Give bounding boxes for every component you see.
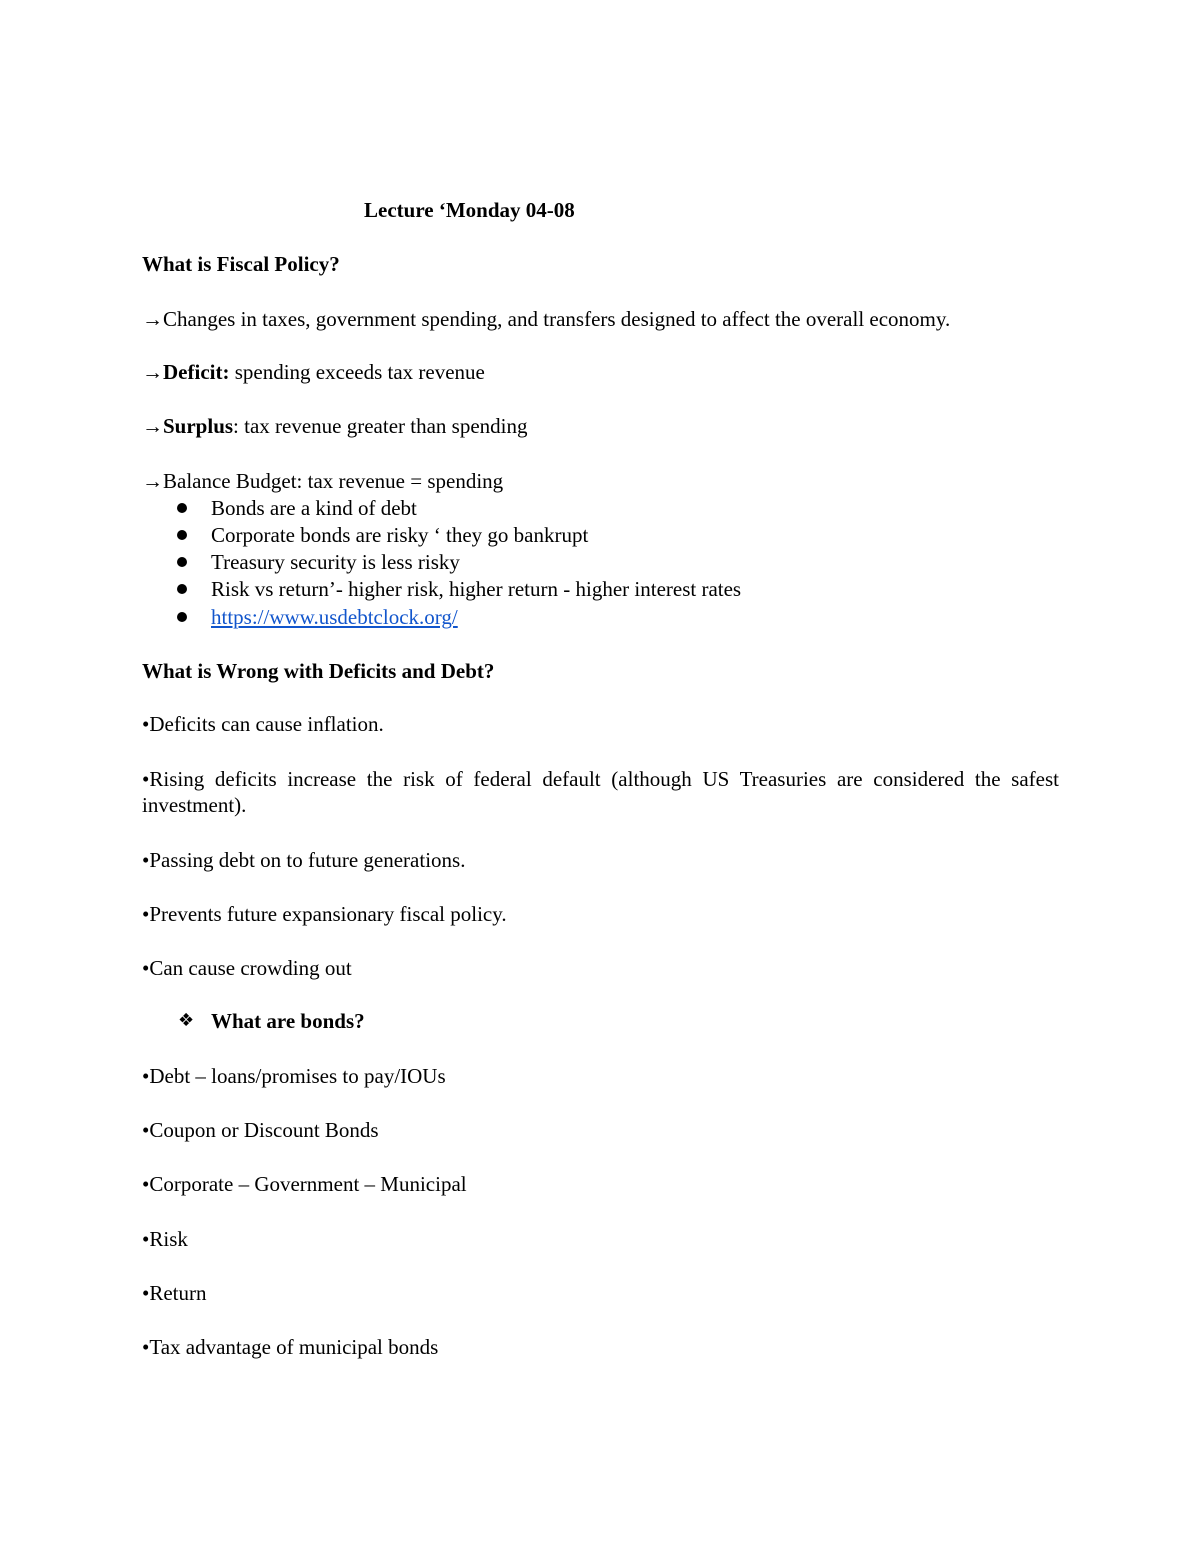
bullet-icon — [177, 530, 187, 540]
balance-text: Balance Budget: tax revenue = spending — [163, 469, 504, 493]
document-title: Lecture ‘Monday 04-08 — [364, 198, 575, 222]
paragraph-crowding-out: •Can cause crowding out — [142, 956, 352, 980]
deficit-label: Deficit: — [163, 360, 230, 384]
paragraph-coupon: •Coupon or Discount Bonds — [142, 1118, 379, 1142]
list-item — [211, 576, 741, 602]
list-item-text: Risk vs return’- higher risk, higher return - higher interest rates — [211, 577, 742, 601]
paragraph-tax-advantage: •Tax advantage of municipal bonds — [142, 1335, 439, 1359]
paragraph-balance-budget — [142, 468, 503, 494]
usdebtclock-link[interactable]: https://www.usdebtclock.org/ — [211, 605, 458, 629]
list-item-text: Corporate bonds are risky ‘ they go bankrupt — [211, 523, 589, 547]
definition-text: Changes in taxes, government spending, and transfers designed to affect the overall economy. — [163, 307, 951, 331]
paragraph-default-risk: •Rising deficits increase the risk of federal default (although US Treasuries are considered the safest investment). — [142, 767, 1059, 817]
bullet-icon — [177, 503, 187, 513]
list-item — [211, 495, 417, 521]
list-item-text: Treasury security is less risky — [211, 550, 460, 574]
paragraph-bond-types: •Corporate – Government – Municipal — [142, 1172, 467, 1196]
list-item — [211, 522, 588, 548]
bullet-icon — [177, 584, 187, 594]
surplus-text: : tax revenue greater than spending — [233, 414, 528, 438]
diamond-bullet-icon: ❖ — [178, 1010, 195, 1031]
paragraph-definition — [142, 306, 950, 332]
heading-deficits-debt: What is Wrong with Deficits and Debt? — [142, 659, 495, 683]
bullet-icon — [177, 612, 187, 622]
heading-bonds: What are bonds? — [211, 1009, 365, 1033]
bullet-icon — [177, 557, 187, 567]
arrow-icon: → — [142, 307, 163, 331]
deficit-text: spending exceeds tax revenue — [229, 360, 485, 384]
paragraph-return: •Return — [142, 1281, 207, 1305]
paragraph-debt: •Debt – loans/promises to pay/IOUs — [142, 1064, 446, 1088]
paragraph-expansionary-policy: •Prevents future expansionary fiscal policy. — [142, 902, 507, 926]
paragraph-deficit — [142, 359, 485, 385]
paragraph-surplus — [142, 413, 528, 439]
list-item — [211, 604, 458, 630]
arrow-icon: → — [142, 360, 163, 384]
list-item — [211, 549, 460, 575]
surplus-label: Surplus — [163, 414, 234, 438]
paragraph-inflation: •Deficits can cause inflation. — [142, 712, 384, 736]
arrow-icon: → — [142, 414, 163, 438]
list-item-text: Bonds are a kind of debt — [211, 496, 417, 520]
paragraph-future-generations: •Passing debt on to future generations. — [142, 848, 466, 872]
arrow-icon: → — [142, 469, 163, 493]
paragraph-risk: •Risk — [142, 1227, 188, 1251]
heading-fiscal-policy: What is Fiscal Policy? — [142, 252, 340, 276]
